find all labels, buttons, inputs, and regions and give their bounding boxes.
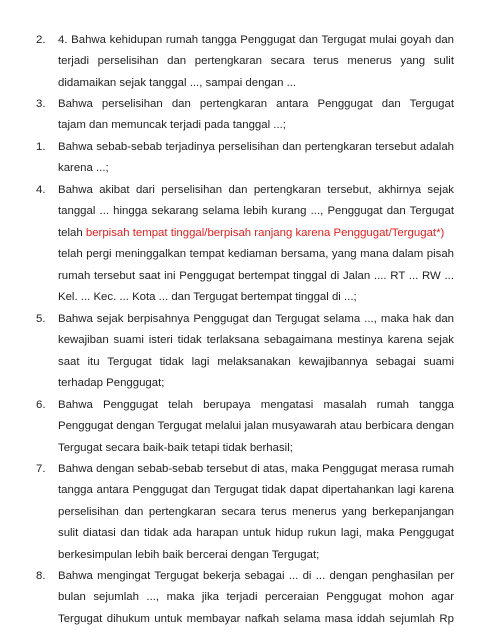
item-text <box>58 459 454 566</box>
item-text <box>58 137 454 180</box>
text-line: tajam dan memuncak terjadi pada tanggal ...; <box>58 119 286 132</box>
highlighted-text: berpisah tempat tinggal/berpisah ranjang karena Penggugat/Tergugat*) <box>85 226 445 239</box>
text-line: telah pergi meninggalkan tempat kediaman bersama, yang mana dalam pisah <box>58 248 454 261</box>
item-text <box>58 395 454 459</box>
item-text <box>58 180 454 308</box>
text-line: Penggugat dengan Tergugat melalui jalan musyawarah atau berbicara dengan <box>58 420 454 433</box>
text-line: perselisihan dan pertengkaran secara terus menerus yang berkepanjangan <box>58 505 454 518</box>
text-line: Bahwa perselisihan dan pertengkaran antara Penggugat dan Tergugat <box>58 98 454 110</box>
text-line: berkesimpulan lebih baik bercerai dengan Tergugat; <box>58 548 320 561</box>
text-line: Bahwa sejak berpisahnya Penggugat dan Tergugat selama ..., maka hak dan <box>58 313 454 325</box>
item-text <box>58 94 454 137</box>
item-text <box>58 30 454 94</box>
text-line: terhadap Penggugat; <box>58 377 165 390</box>
item-number: 5. <box>36 313 46 325</box>
text-line: Bahwa Penggugat telah berupaya mengatasi masalah rumah tangga <box>58 399 454 411</box>
text-line: rumah tersebut saat ini Penggugat bertempat tinggal di Jalan .... RT ... RW ... <box>58 269 454 282</box>
text-line: Bahwa mengingat Tergugat bekerja sebagai ... di ... dengan penghasilan per <box>58 570 454 582</box>
text-line: Tergugat dihukum untuk membayar nafkah selama masa iddah sejumlah Rp <box>58 612 454 625</box>
text-line: karena ...; <box>58 162 109 175</box>
text-line: Bahwa akibat dari perselisihan dan pertengkaran tersebut, akhirnya sejak <box>58 184 454 196</box>
text-line: bulan sejumlah ..., maka jika terjadi perceraian Penggugat mohon agar <box>58 591 454 604</box>
item-text <box>58 566 454 630</box>
item-text <box>58 309 454 395</box>
text-line: Tergugat secara baik-baik tetapi tidak berhasil; <box>58 441 293 454</box>
text-line <box>58 223 454 244</box>
item-number: 8. <box>36 570 46 582</box>
item-number: 4. <box>36 184 46 196</box>
text-line: Kel. ... Kec. ... Kota ... dan Tergugat bertempat tinggal di ...; <box>58 290 357 303</box>
item-number: 1. <box>36 141 46 153</box>
text-line: tanggal ... hingga sekarang selama lebih kurang ..., Penggugat dan Tergugat <box>58 205 454 218</box>
text-line: terjadi perselisihan dan pertengkaran secara terus menerus yang sulit <box>58 55 454 68</box>
text-line: kewajiban suami isteri tidak terlaksana sebagaimana mestinya karena sejak <box>58 334 454 347</box>
text-line: Bahwa dengan sebab-sebab tersebut di atas, maka Penggugat merasa rumah <box>58 463 454 475</box>
item-number: 3. <box>36 98 46 110</box>
item-number: 7. <box>36 463 46 475</box>
text-segment: telah <box>58 226 83 239</box>
text-line: tangga antara Penggugat dan Tergugat tidak dapat dipertahankan lagi karena <box>58 484 454 497</box>
item-number: 6. <box>36 399 46 411</box>
item-number: 2. <box>36 34 46 46</box>
text-line: sulit diatasi dan tidak ada harapan untuk hidup rukun lagi, maka Penggugat <box>58 527 454 540</box>
text-line: Bahwa sebab-sebab terjadinya perselisihan dan pertengkaran tersebut adalah <box>58 141 454 153</box>
text-line: 4. Bahwa kehidupan rumah tangga Penggugat dan Tergugat mulai goyah dan <box>58 34 454 46</box>
text-line: saat itu Tergugat tidak lagi melaksanakan kewajibannya sebagai suami <box>58 355 454 368</box>
text-line: didamaikan sejak tanggal ..., sampai dengan ... <box>58 76 297 89</box>
